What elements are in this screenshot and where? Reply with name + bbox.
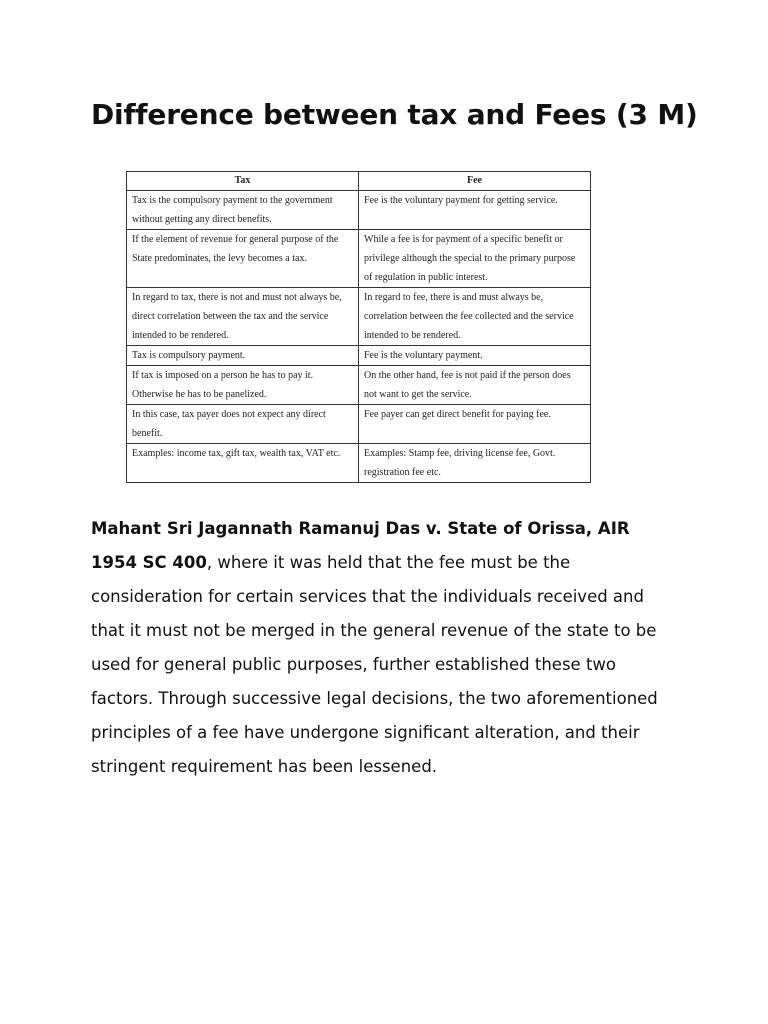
tax-cell: If the element of revenue for general purpose of the State predominates, the levy becomes a tax. — [127, 230, 359, 288]
fee-cell: On the other hand, fee is not paid if the person does not want to get the service. — [359, 366, 591, 405]
fee-cell: Examples: Stamp fee, driving license fee, Govt. registration fee etc. — [359, 444, 591, 483]
table-row — [127, 405, 591, 444]
fee-cell: Fee is the voluntary payment. — [359, 346, 591, 366]
table-row — [127, 288, 591, 346]
tax-cell: In this case, tax payer does not expect any direct benefit. — [127, 405, 359, 444]
comparison-table-container — [126, 171, 590, 483]
tax-vs-fee-table — [126, 171, 591, 483]
fee-cell: In regard to fee, there is and must always be, correlation between the fee collected and the service intended to be rendered. — [359, 288, 591, 346]
fee-cell: Fee payer can get direct benefit for paying fee. — [359, 405, 591, 444]
table-row — [127, 346, 591, 366]
fee-cell: While a fee is for payment of a specific benefit or privilege although the special to the primary purpose of regulation in public interest. — [359, 230, 591, 288]
case-paragraph — [91, 512, 681, 784]
tax-cell: In regard to tax, there is not and must not always be, direct correlation between the tax and the service intended to be rendered. — [127, 288, 359, 346]
table-row — [127, 191, 591, 230]
table-row — [127, 366, 591, 405]
column-header-fee: Fee — [359, 172, 591, 191]
table-header-row — [127, 172, 591, 191]
tax-cell: If tax is imposed on a person he has to pay it. Otherwise he has to be panelized. — [127, 366, 359, 405]
tax-cell: Examples: income tax, gift tax, wealth tax, VAT etc. — [127, 444, 359, 483]
table-row — [127, 230, 591, 288]
table-row — [127, 444, 591, 483]
case-paragraph-text: , where it was held that the fee must be the consideration for certain services that the individuals received and that it must not be merged in the general revenue of the state to be used for general public purposes, further established these two factors. Through successive legal decisions, the two aforementioned principles of a fee have undergone significant alteration, and their stringent requirement has been lessened. — [91, 553, 658, 776]
page-title: Difference between tax and Fees (3 M) — [91, 98, 698, 131]
fee-cell: Fee is the voluntary payment for getting service. — [359, 191, 591, 230]
column-header-tax: Tax — [127, 172, 359, 191]
tax-cell: Tax is the compulsory payment to the government without getting any direct benefits. — [127, 191, 359, 230]
case-citation: Mahant Sri Jagannath Ramanuj Das v. State of Orissa, AIR 1954 SC 400 — [91, 519, 630, 572]
tax-cell: Tax is compulsory payment. — [127, 346, 359, 366]
